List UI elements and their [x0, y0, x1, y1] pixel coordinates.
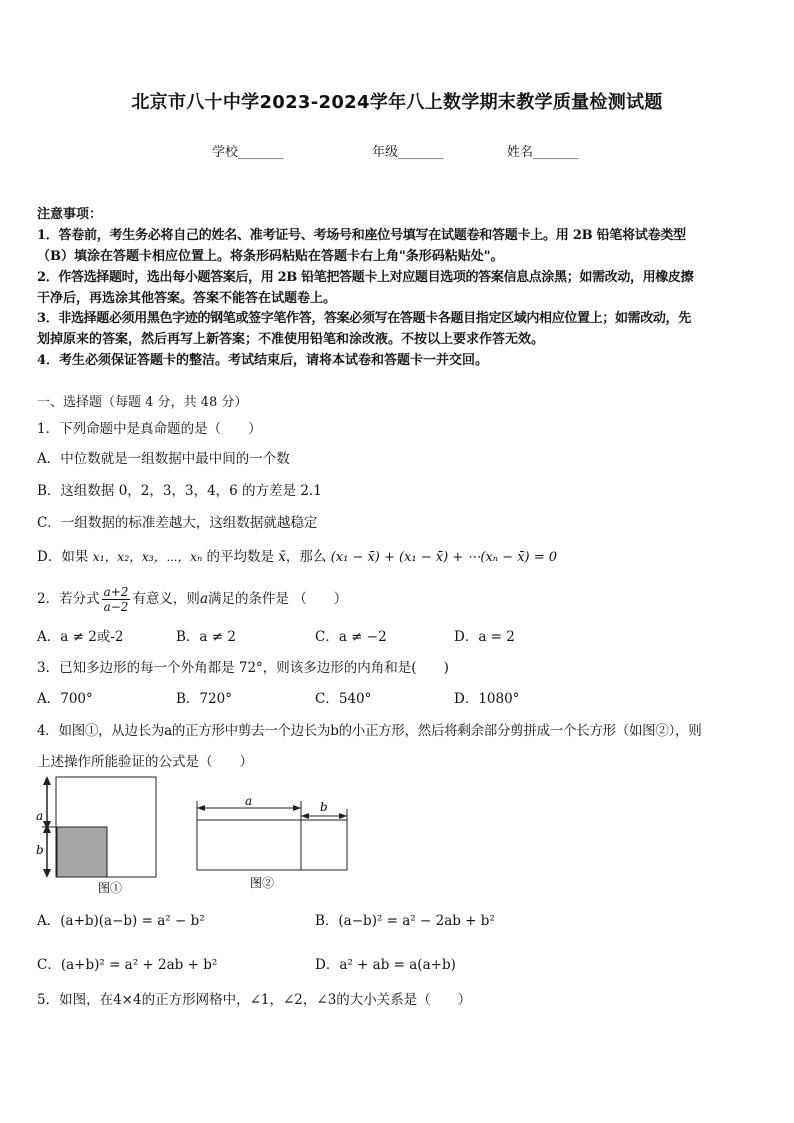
note-1-line-1: 1．答卷前，考生务必将自己的姓名、准考证号、考场号和座位号填写在试题卷和答题卡上。用 2B 铅笔将试卷类型	[37, 228, 686, 243]
question-3-stem: 3．已知多边形的每一个外角都是 72°，则该多边形的内角和是( )	[37, 660, 449, 676]
question-3-option-b: B．720°	[176, 691, 232, 707]
note-1-line-2: （B）填涂在答题卡相应位置上。将条形码粘贴在答题卡右上角"条形码粘贴处"。	[37, 249, 504, 264]
question-2-option-c: C．a ≠ −2	[315, 629, 387, 645]
label-a: a	[36, 809, 44, 823]
name-field: 姓名_______	[507, 145, 579, 160]
rect-a	[197, 820, 301, 870]
question-3-option-c: C．540°	[315, 691, 372, 707]
section-heading: 一、选择题（每题 4 分，共 48 分）	[37, 395, 248, 410]
question-2-option-b: B．a ≠ 2	[176, 629, 236, 645]
question-3-option-d: D．1080°	[454, 691, 520, 707]
question-2-fraction	[102, 585, 131, 614]
question-5-stem: 5．如图，在4×4的正方形网格中，∠1，∠2，∠3的大小关系是（ ）	[37, 992, 472, 1008]
label-b: b	[36, 843, 44, 857]
notes-heading: 注意事项：	[37, 207, 103, 222]
question-2-variable: a	[199, 591, 208, 607]
question-4-option-b: B．(a−b)² = a² − 2ab + b²	[315, 913, 495, 929]
label-a-2: a	[245, 795, 253, 808]
figure-1	[30, 772, 170, 897]
arrow-top	[43, 776, 51, 785]
question-4-option-a: A．(a+b)(a−b) = a² − b²	[37, 913, 205, 929]
dim-a-arrow-right	[293, 805, 301, 811]
question-1-option-b: B．这组数据 0，2，3，3，4，6 的方差是 2.1	[37, 483, 322, 499]
question-1-d-variables: x₁，x₂，x₃，⋯，xₙ	[92, 549, 203, 564]
question-2-prefix: 2．若分式	[37, 591, 100, 607]
question-2-post: 有意义，则	[132, 591, 200, 607]
question-1-option-a: A．中位数就是一组数据中最中间的一个数	[37, 451, 290, 467]
small-square	[57, 827, 107, 877]
arrow-mid-up	[43, 824, 51, 833]
dim-a-arrow-left	[197, 805, 205, 811]
page-title: 北京市八十中学2023-2024学年八上数学期末教学质量检测试题	[131, 92, 663, 113]
figure-2	[190, 795, 360, 895]
arrow-bottom	[43, 869, 51, 878]
figure-1-label: 图①	[98, 881, 123, 895]
note-2-line-1: 2．作答选择题时，选出每小题答案后，用 2B 铅笔把答题卡上对应题目选项的答案信息点涂黑；如需改动，用橡皮擦	[37, 270, 694, 285]
question-4-option-d: D．a² + ab = a(a+b)	[315, 957, 456, 973]
question-1-option-c: C．一组数据的标准差越大，这组数据就越稳定	[37, 515, 318, 531]
dim-b-arrow-left	[301, 813, 309, 819]
question-4-line-1: 4．如图①，从边长为a的正方形中剪去一个边长为b的小正方形，然后将剩余部分剪拼成一个长方形（如图②），则	[37, 723, 702, 739]
question-4-option-c: C．(a+b)² = a² + 2ab + b²	[37, 957, 218, 973]
note-3-line-2: 划掉原来的答案，然后再写上新答案；不准使用铅笔和涂改液。不按以上要求作答无效。	[37, 332, 545, 347]
figure-2-label: 图②	[250, 876, 275, 890]
question-1-d-prefix: D．如果	[37, 549, 89, 565]
question-2-denominator: a−2	[103, 600, 129, 614]
question-2-stem	[37, 585, 347, 614]
note-2-line-2: 干净后，再选涂其他答案。答案不能答在试题卷上。	[37, 291, 337, 306]
question-2-numerator: a+2	[103, 585, 129, 599]
question-2-option-a: A．a ≠ 2或-2	[37, 629, 124, 645]
question-2-option-d: D．a = 2	[454, 629, 515, 645]
question-2-post2: 满足的条件是 （ ）	[208, 591, 348, 607]
question-1-d-mean: x̄	[278, 549, 286, 565]
label-b-2: b	[320, 800, 328, 814]
question-4-line-2: 上述操作所能验证的公式是（ ）	[37, 754, 253, 770]
question-1-option-d	[37, 545, 557, 565]
rect-b	[301, 820, 347, 870]
note-4: 4．考生必须保证答题卡的整洁。考试结束后，请将本试卷和答题卡一并交回。	[37, 353, 489, 368]
question-1-d-expression: (x₁ − x̄) + (x₁ − x̄) + ⋯(xₙ − x̄) = 0	[330, 550, 558, 565]
note-3-line-1: 3．非选择题必须用黑色字迹的钢笔或签字笔作答，答案必须写在答题卡各题目指定区域内相应位置上；如需改动，先	[37, 311, 691, 326]
question-1-d-then: ，那么	[285, 549, 327, 565]
question-1-d-mid: 的平均数是	[206, 549, 274, 565]
school-field: 学校_______	[212, 145, 284, 160]
question-3-option-a: A．700°	[37, 691, 93, 707]
grade-field: 年级_______	[372, 145, 444, 160]
question-1-stem: 1．下列命题中是真命题的是（ ）	[37, 421, 262, 437]
dim-b-arrow-right	[339, 813, 347, 819]
